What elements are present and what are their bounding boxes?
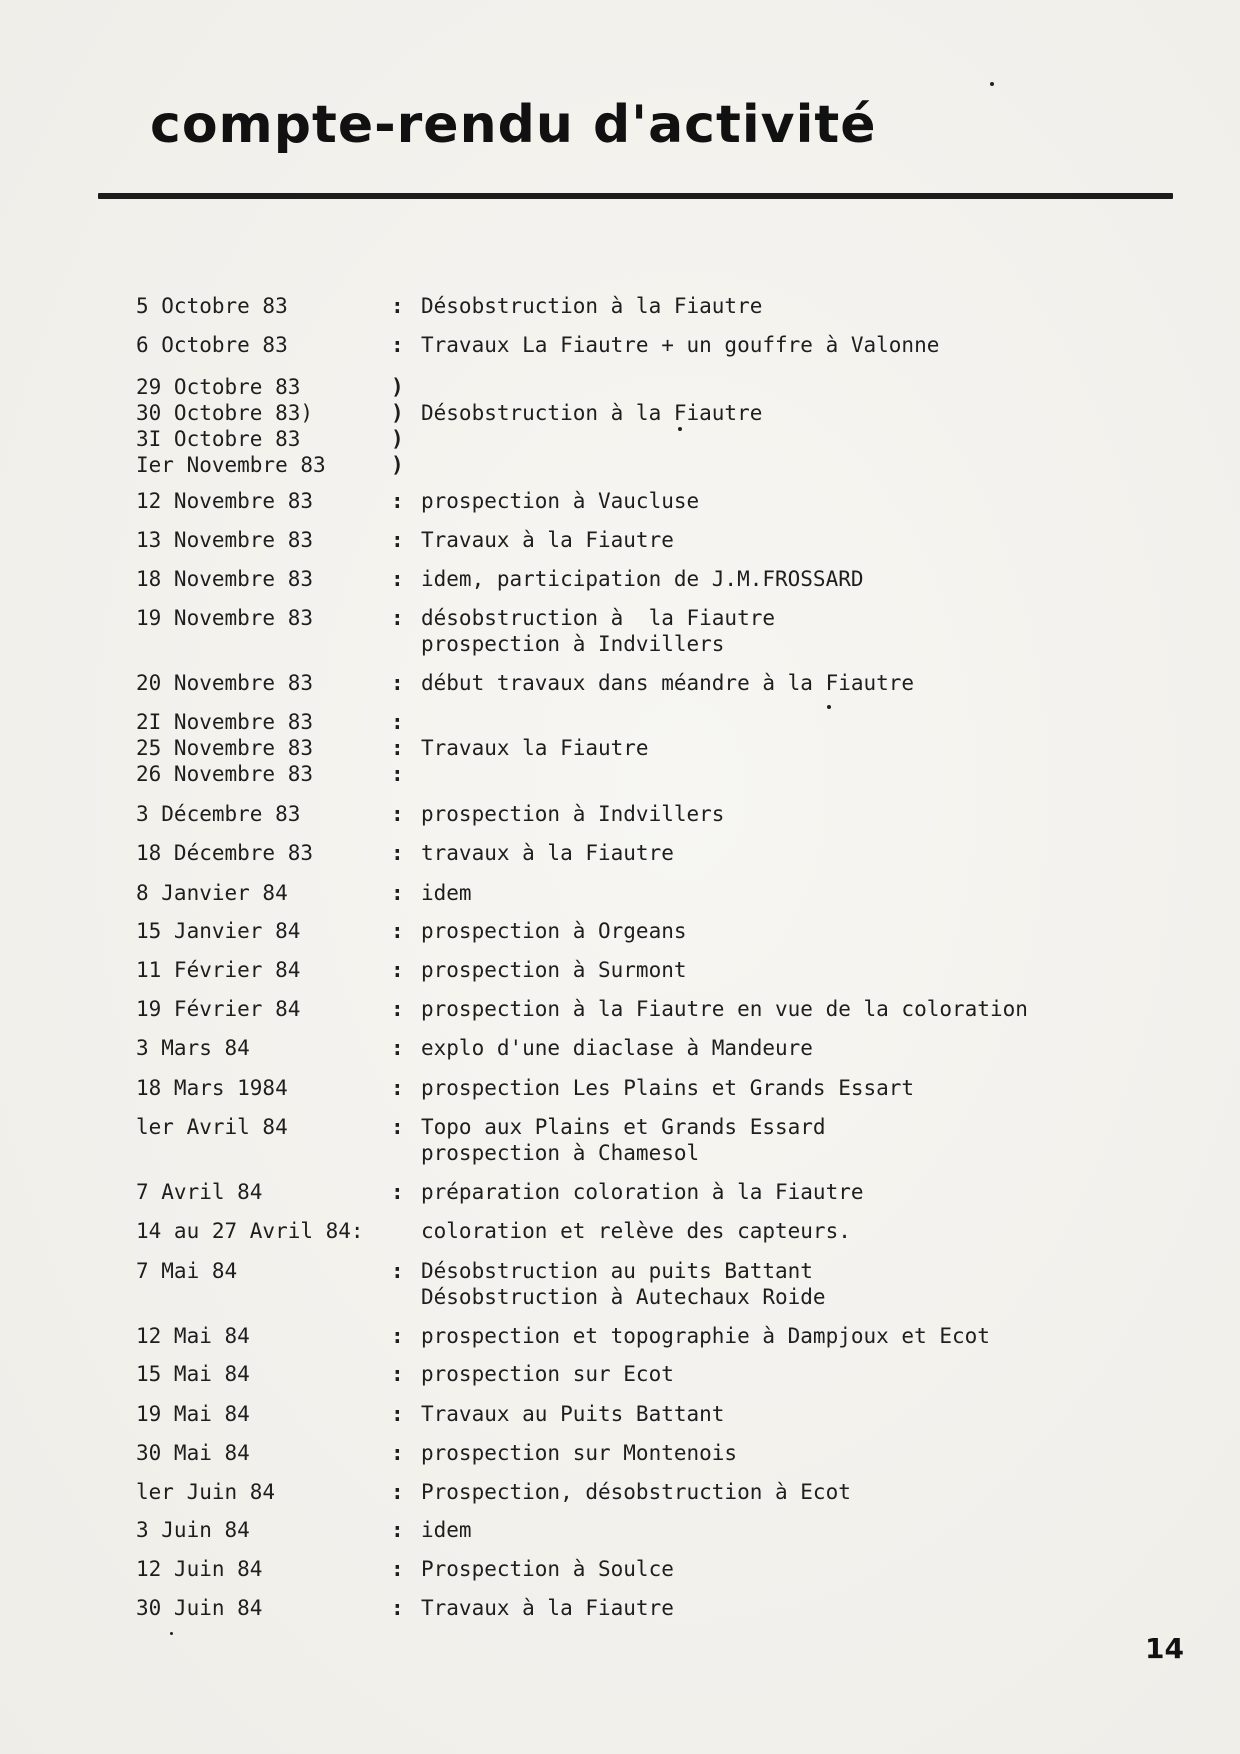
entry-description: prospection à Indvillers — [421, 802, 725, 826]
entry-description: prospection à Surmont — [421, 958, 687, 982]
entry-date: 14 au 27 Avril 84: — [136, 1219, 364, 1243]
ink-speck — [827, 705, 831, 709]
entry-separator: : — [391, 1402, 404, 1426]
entry-date: 3 Juin 84 — [136, 1518, 250, 1542]
entry-date: ler Avril 84 — [136, 1115, 288, 1139]
entry-separator: : — [391, 1480, 404, 1504]
entry-description: idem — [421, 881, 472, 905]
entry-description: coloration et relève des capteurs. — [421, 1219, 851, 1243]
entry-separator: : — [391, 671, 404, 695]
entry-separator: : — [391, 567, 404, 591]
entry-separator: : — [391, 294, 404, 318]
entry-date: 19 Mai 84 — [136, 1402, 250, 1426]
entry-description: Désobstruction à la Fiautre — [421, 401, 763, 425]
entry-separator: ) — [391, 453, 404, 477]
entry-separator: : — [391, 1259, 404, 1283]
ink-speck — [170, 1632, 173, 1635]
entry-date: 11 Février 84 — [136, 958, 301, 982]
entry-description: préparation coloration à la Fiautre — [421, 1180, 864, 1204]
entry-description: Travaux La Fiautre + un gouffre à Valonne — [421, 333, 940, 357]
page-title: compte-rendu d'activité — [150, 95, 877, 155]
entry-separator: ) — [391, 375, 404, 399]
entry-date: 18 Décembre 83 — [136, 841, 314, 865]
entry-description: prospection à Indvillers — [421, 632, 725, 656]
entry-date: 7 Avril 84 — [136, 1180, 263, 1204]
ink-speck — [990, 82, 994, 86]
entry-description: Prospection à Soulce — [421, 1557, 674, 1581]
entry-description: idem, participation de J.M.FROSSARD — [421, 567, 864, 591]
entry-date: 30 Octobre 83) — [136, 401, 314, 425]
entry-separator: : — [391, 1324, 404, 1348]
entry-separator: : — [391, 710, 404, 734]
entry-date: 12 Juin 84 — [136, 1557, 263, 1581]
entry-date: 3I Octobre 83 — [136, 427, 301, 451]
entry-date: 25 Novembre 83 — [136, 736, 314, 760]
entry-separator: : — [391, 841, 404, 865]
entry-separator: : — [391, 802, 404, 826]
entry-date: 3 Décembre 83 — [136, 802, 301, 826]
entry-description: Travaux à la Fiautre — [421, 1596, 674, 1620]
entry-date: 26 Novembre 83 — [136, 762, 314, 786]
entry-separator: : — [391, 1076, 404, 1100]
entry-description: prospection à Chamesol — [421, 1141, 700, 1165]
entry-description: Travaux la Fiautre — [421, 736, 649, 760]
entry-description: prospection Les Plains et Grands Essart — [421, 1076, 915, 1100]
entry-date: 2I Novembre 83 — [136, 710, 314, 734]
entry-separator: : — [391, 1596, 404, 1620]
entry-separator: : — [391, 1557, 404, 1581]
entry-description: début travaux dans méandre à la Fiautre — [421, 671, 915, 695]
entry-description: travaux à la Fiautre — [421, 841, 674, 865]
entry-date: 8 Janvier 84 — [136, 881, 288, 905]
entry-description: Travaux à la Fiautre — [421, 528, 674, 552]
entry-separator: : — [391, 1115, 404, 1139]
entry-separator: : — [391, 489, 404, 513]
entry-date: 7 Mai 84 — [136, 1259, 238, 1283]
entry-separator: : — [391, 1362, 404, 1386]
entry-date: 15 Mai 84 — [136, 1362, 250, 1386]
ink-speck — [678, 427, 682, 431]
entry-description: désobstruction à la Fiautre — [421, 606, 776, 630]
entry-description: Topo aux Plains et Grands Essard — [421, 1115, 826, 1139]
entry-description: prospection à Orgeans — [421, 919, 687, 943]
entry-separator: : — [391, 528, 404, 552]
entry-separator: : — [391, 762, 404, 786]
entry-date: 6 Octobre 83 — [136, 333, 288, 357]
entry-separator: : — [391, 881, 404, 905]
page-number: 14 — [1145, 1632, 1184, 1665]
entry-description: prospection sur Ecot — [421, 1362, 674, 1386]
entry-description: prospection à Vaucluse — [421, 489, 700, 513]
entry-description: explo d'une diaclase à Mandeure — [421, 1036, 813, 1060]
entry-date: 3 Mars 84 — [136, 1036, 250, 1060]
entry-date: 15 Janvier 84 — [136, 919, 301, 943]
entry-date: 19 Février 84 — [136, 997, 301, 1021]
entry-separator: : — [391, 997, 404, 1021]
entry-description: Travaux au Puits Battant — [421, 1402, 725, 1426]
entry-description: Désobstruction à Autechaux Roide — [421, 1285, 826, 1309]
entry-separator: : — [391, 606, 404, 630]
entry-description: prospection sur Montenois — [421, 1441, 738, 1465]
entry-description: idem — [421, 1518, 472, 1542]
entry-date: 20 Novembre 83 — [136, 671, 314, 695]
entry-date: 19 Novembre 83 — [136, 606, 314, 630]
entry-date: 13 Novembre 83 — [136, 528, 314, 552]
entry-date: 18 Novembre 83 — [136, 567, 314, 591]
entry-date: 30 Mai 84 — [136, 1441, 250, 1465]
entry-separator: : — [391, 736, 404, 760]
entry-description: prospection et topographie à Dampjoux et Ecot — [421, 1324, 990, 1348]
entry-separator: ) — [391, 401, 404, 425]
entry-description: Désobstruction au puits Battant — [421, 1259, 813, 1283]
entry-separator: : — [391, 1036, 404, 1060]
entry-separator: : — [391, 1518, 404, 1542]
entry-separator: : — [391, 1180, 404, 1204]
entry-description: Prospection, désobstruction à Ecot — [421, 1480, 851, 1504]
entry-separator: ) — [391, 427, 404, 451]
entry-date: 12 Mai 84 — [136, 1324, 250, 1348]
entry-separator: : — [391, 958, 404, 982]
entry-separator: : — [391, 333, 404, 357]
entry-date: 29 Octobre 83 — [136, 375, 301, 399]
entry-separator: : — [391, 1441, 404, 1465]
entry-date: 18 Mars 1984 — [136, 1076, 288, 1100]
entry-description: prospection à la Fiautre en vue de la coloration — [421, 997, 1028, 1021]
entry-date: Ier Novembre 83 — [136, 453, 326, 477]
entry-date: 12 Novembre 83 — [136, 489, 314, 513]
entry-description: Désobstruction à la Fiautre — [421, 294, 763, 318]
entry-date: ler Juin 84 — [136, 1480, 276, 1504]
entry-date: 5 Octobre 83 — [136, 294, 288, 318]
entry-date: 30 Juin 84 — [136, 1596, 263, 1620]
entry-separator: : — [391, 919, 404, 943]
